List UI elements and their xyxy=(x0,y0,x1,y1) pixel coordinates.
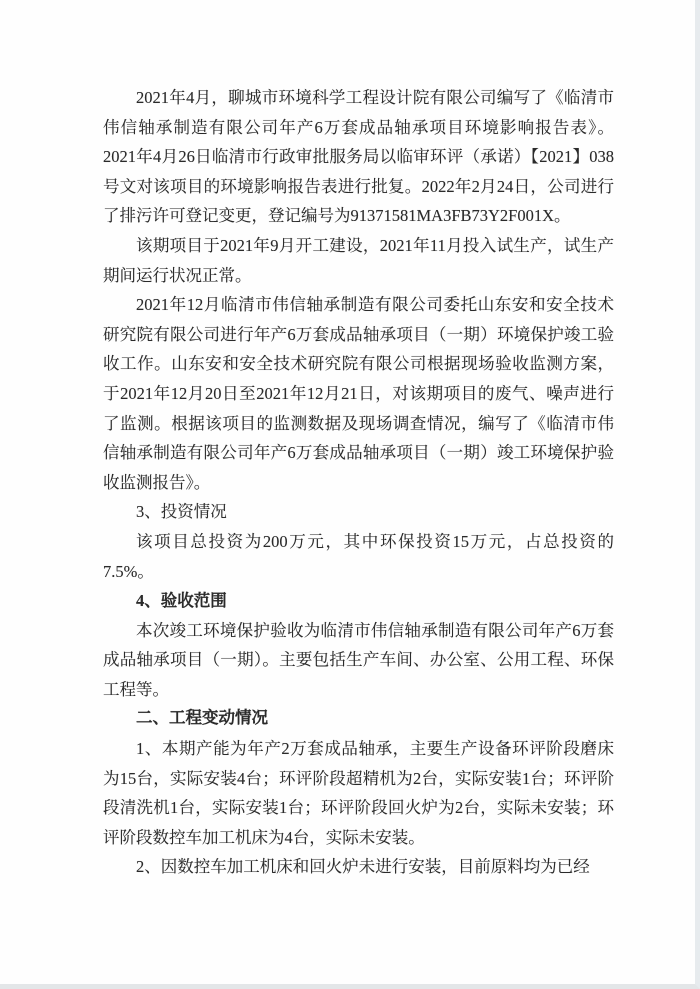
heading-acceptance-scope: 4、验收范围 xyxy=(136,591,227,611)
paragraph-investment-amounts: 该项目总投资为200万元，其中环保投资15万元，占总投资的7.5%。 xyxy=(103,531,614,581)
paragraph-raw-material-note: 2、因数控车加工机床和回火炉未进行安装，目前原料均为已经 xyxy=(136,857,590,877)
paragraph-acceptance-monitoring-commission: 2021年12月临清市伟信轴承制造有限公司委托山东安和安全技术研究院有限公司进行年产6万套成品轴承项目（一期）环境保护竣工验收工作。山东安和安全技术研究院有限公司根据现场验收监测方案，于2021年12月20日至2021年12月21日，对该期项目的废气、噪声进行了监测。根据该项目的监测数据及现场调查情况，编写了《临清市伟信轴承制造有限公司年产6万套成品轴承项目（一期）竣工环境保护验收监测报告》。 xyxy=(103,295,614,492)
paragraph-acceptance-scope-detail: 本次竣工环境保护验收为临清市伟信轴承制造有限公司年产6万套成品轴承项目（一期）。主要包括生产车间、办公室、公用工程、环保工程等。 xyxy=(103,620,614,699)
subheading-investment-situation: 3、投资情况 xyxy=(136,502,227,522)
heading-project-changes: 二、工程变动情况 xyxy=(136,709,268,728)
paragraph-eia-report-approval: 2021年4月，聊城市环境科学工程设计院有限公司编写了《临清市伟信轴承制造有限公司年产6万套成品轴承项目环境影响报告表》。2021年4月26日临清市行政审批服务局以临审环评（承诺）【2021】038号文对该项目的环境影响报告表进行批复。2022年2月24日，公司进行了排污许可登记变更，登记编号为91371581MA3FB73Y2F001X。 xyxy=(103,88,614,226)
paragraph-construction-trial-production: 该期项目于2021年9月开工建设，2021年11月投入试生产，试生产期间运行状况正常。 xyxy=(103,235,614,285)
paragraph-equipment-changes: 1、本期产能为年产2万套成品轴承，主要生产设备环评阶段磨床为15台，实际安装4台；环评阶段超精机为2台，实际安装1台；环评阶段清洗机1台，实际安装1台；环评阶段回火炉为2台，实际未安装；环评阶段数控车加工机床为4台，实际未安装。 xyxy=(103,739,614,847)
document-text-block xyxy=(103,83,614,882)
